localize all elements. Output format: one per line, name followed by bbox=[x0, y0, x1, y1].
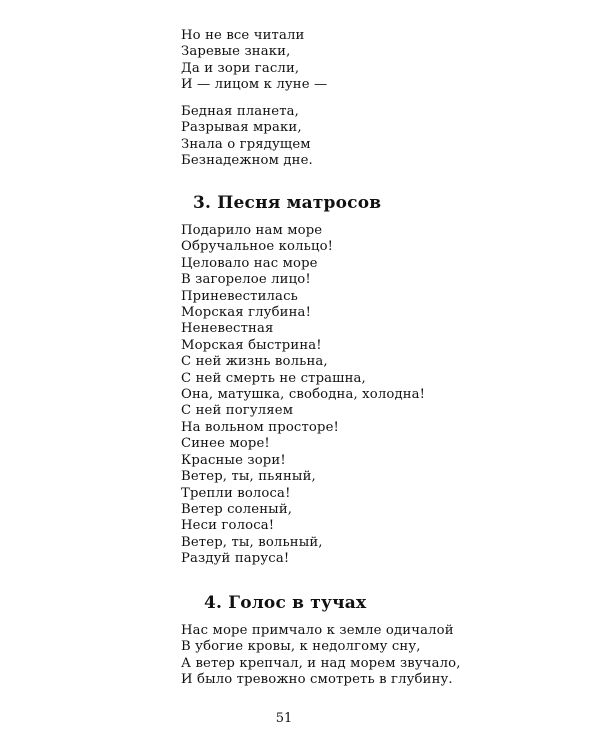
poem-line: В загорелое лицо! bbox=[181, 272, 311, 288]
poem-line: С ней жизнь вольна, bbox=[181, 354, 328, 370]
poem-line: Знала о грядущем bbox=[181, 136, 311, 152]
poem-line: А ветер крепчал, и над морем звучало, bbox=[181, 655, 461, 671]
poem-line: Неси голоса! bbox=[181, 518, 275, 534]
poem-line: И было тревожно смотреть в глубину. bbox=[181, 672, 453, 688]
poem-line: Нас море примчало к земле одичалой bbox=[181, 623, 454, 638]
section-3-body bbox=[181, 223, 425, 568]
section-4-body bbox=[181, 623, 461, 689]
poem-line: Бедная планета, bbox=[181, 104, 300, 119]
poem-line: И — лицом к луне — bbox=[181, 77, 328, 93]
poem-line: Морская быстрина! bbox=[181, 337, 322, 353]
poem-line: Целовало нас море bbox=[181, 255, 318, 271]
poem-line: Морская глубина! bbox=[181, 305, 312, 321]
poem-line: Разрывая мраки, bbox=[181, 120, 302, 136]
page-number: 51 bbox=[275, 711, 293, 726]
poem-line: Трепли волоса! bbox=[181, 485, 291, 501]
poem-line: С ней погуляем bbox=[181, 403, 294, 419]
poem-line: Ветер, ты, пьяный, bbox=[181, 469, 316, 485]
poem-line: Синее море! bbox=[181, 436, 270, 452]
poem-line: С ней смерть не страшна, bbox=[181, 370, 366, 386]
poem-line: В убогие кровы, к недолгому сну, bbox=[181, 639, 421, 655]
section-4-title: 4. Голос в тучах bbox=[204, 593, 367, 613]
section-3-title: 3. Песня матросов bbox=[193, 193, 382, 213]
poem-line: Приневестилась bbox=[181, 288, 298, 304]
poem-line: Да и зори гасли, bbox=[181, 60, 300, 76]
poem-line: Неневестная bbox=[181, 321, 274, 337]
stanza-2 bbox=[181, 104, 313, 170]
poem-line: На вольном просторе! bbox=[181, 419, 339, 435]
poem-line: Безнадежном дне. bbox=[181, 153, 313, 169]
poem-line: Ветер, ты, вольный, bbox=[181, 534, 323, 550]
poem-line: Раздуй паруса! bbox=[181, 551, 290, 567]
poem-line: Красные зори! bbox=[181, 452, 286, 468]
poem-line: Но не все читали bbox=[181, 28, 305, 43]
poem-line: Ветер соленый, bbox=[181, 501, 293, 517]
poem-line: Заревые знаки, bbox=[181, 44, 291, 60]
poem-line: Подарило нам море bbox=[181, 223, 323, 238]
stanza-1 bbox=[181, 28, 327, 94]
poem-line: Она, матушка, свободна, холодна! bbox=[181, 387, 426, 403]
poem-line: Обручальное кольцо! bbox=[181, 239, 334, 255]
